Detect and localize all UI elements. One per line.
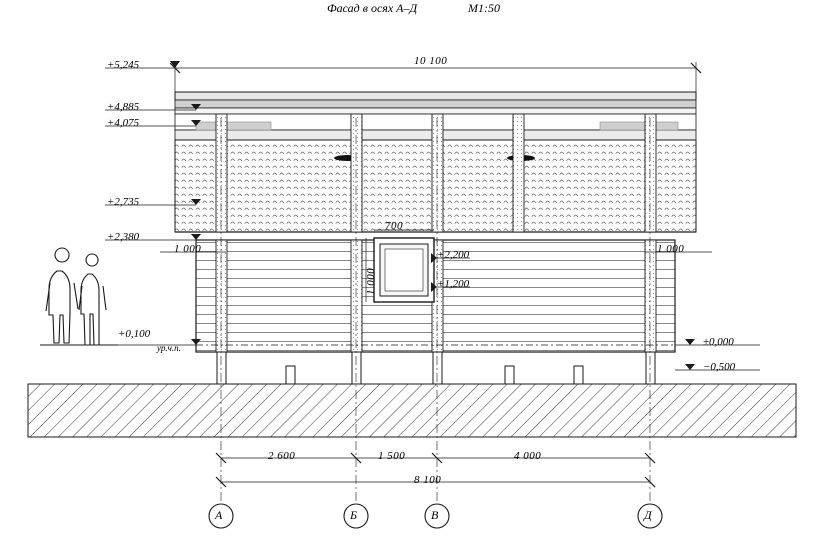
base-dim: 8 100 bbox=[414, 474, 442, 486]
eave-dim-left: 1 000 bbox=[174, 243, 202, 255]
axis-label-d: Д bbox=[644, 508, 652, 522]
level-minus-0500: −0,500 bbox=[703, 361, 736, 373]
level-2380: +2,380 bbox=[107, 231, 140, 243]
drawing-title: Фасад в осях А–Д bbox=[327, 1, 418, 15]
level-5245: +5,245 bbox=[107, 59, 140, 71]
level-1200: +1,200 bbox=[437, 278, 470, 290]
window bbox=[374, 238, 434, 302]
foundation-piles bbox=[217, 352, 655, 384]
axis-label-v: В bbox=[431, 508, 439, 522]
level-4885: +4,885 bbox=[107, 101, 140, 113]
level-4075: +4,075 bbox=[107, 117, 140, 129]
window-height-dim: 1 000 bbox=[365, 267, 377, 295]
window-width-dim: 700 bbox=[385, 220, 403, 232]
bay-dim-1: 2 600 bbox=[268, 450, 296, 462]
eave-dim-right: 1 000 bbox=[657, 243, 685, 255]
level-0100: +0,100 bbox=[118, 328, 151, 340]
level-2200: +2,200 bbox=[437, 249, 470, 261]
axis-label-b: Б bbox=[350, 508, 358, 522]
level-2735: +2,735 bbox=[107, 196, 140, 208]
axis-label-a: А bbox=[215, 508, 223, 522]
level-0000: ±0,000 bbox=[703, 336, 734, 348]
drawing-scale: М1:50 bbox=[468, 1, 500, 15]
overall-width-dim: 10 100 bbox=[414, 55, 448, 67]
bay-dim-2: 1 500 bbox=[378, 450, 406, 462]
scale-figures bbox=[40, 248, 118, 345]
floor-note: ур.ч.п. bbox=[157, 343, 181, 353]
ground-hatch bbox=[28, 384, 796, 437]
bay-dim-3: 4 000 bbox=[514, 450, 542, 462]
